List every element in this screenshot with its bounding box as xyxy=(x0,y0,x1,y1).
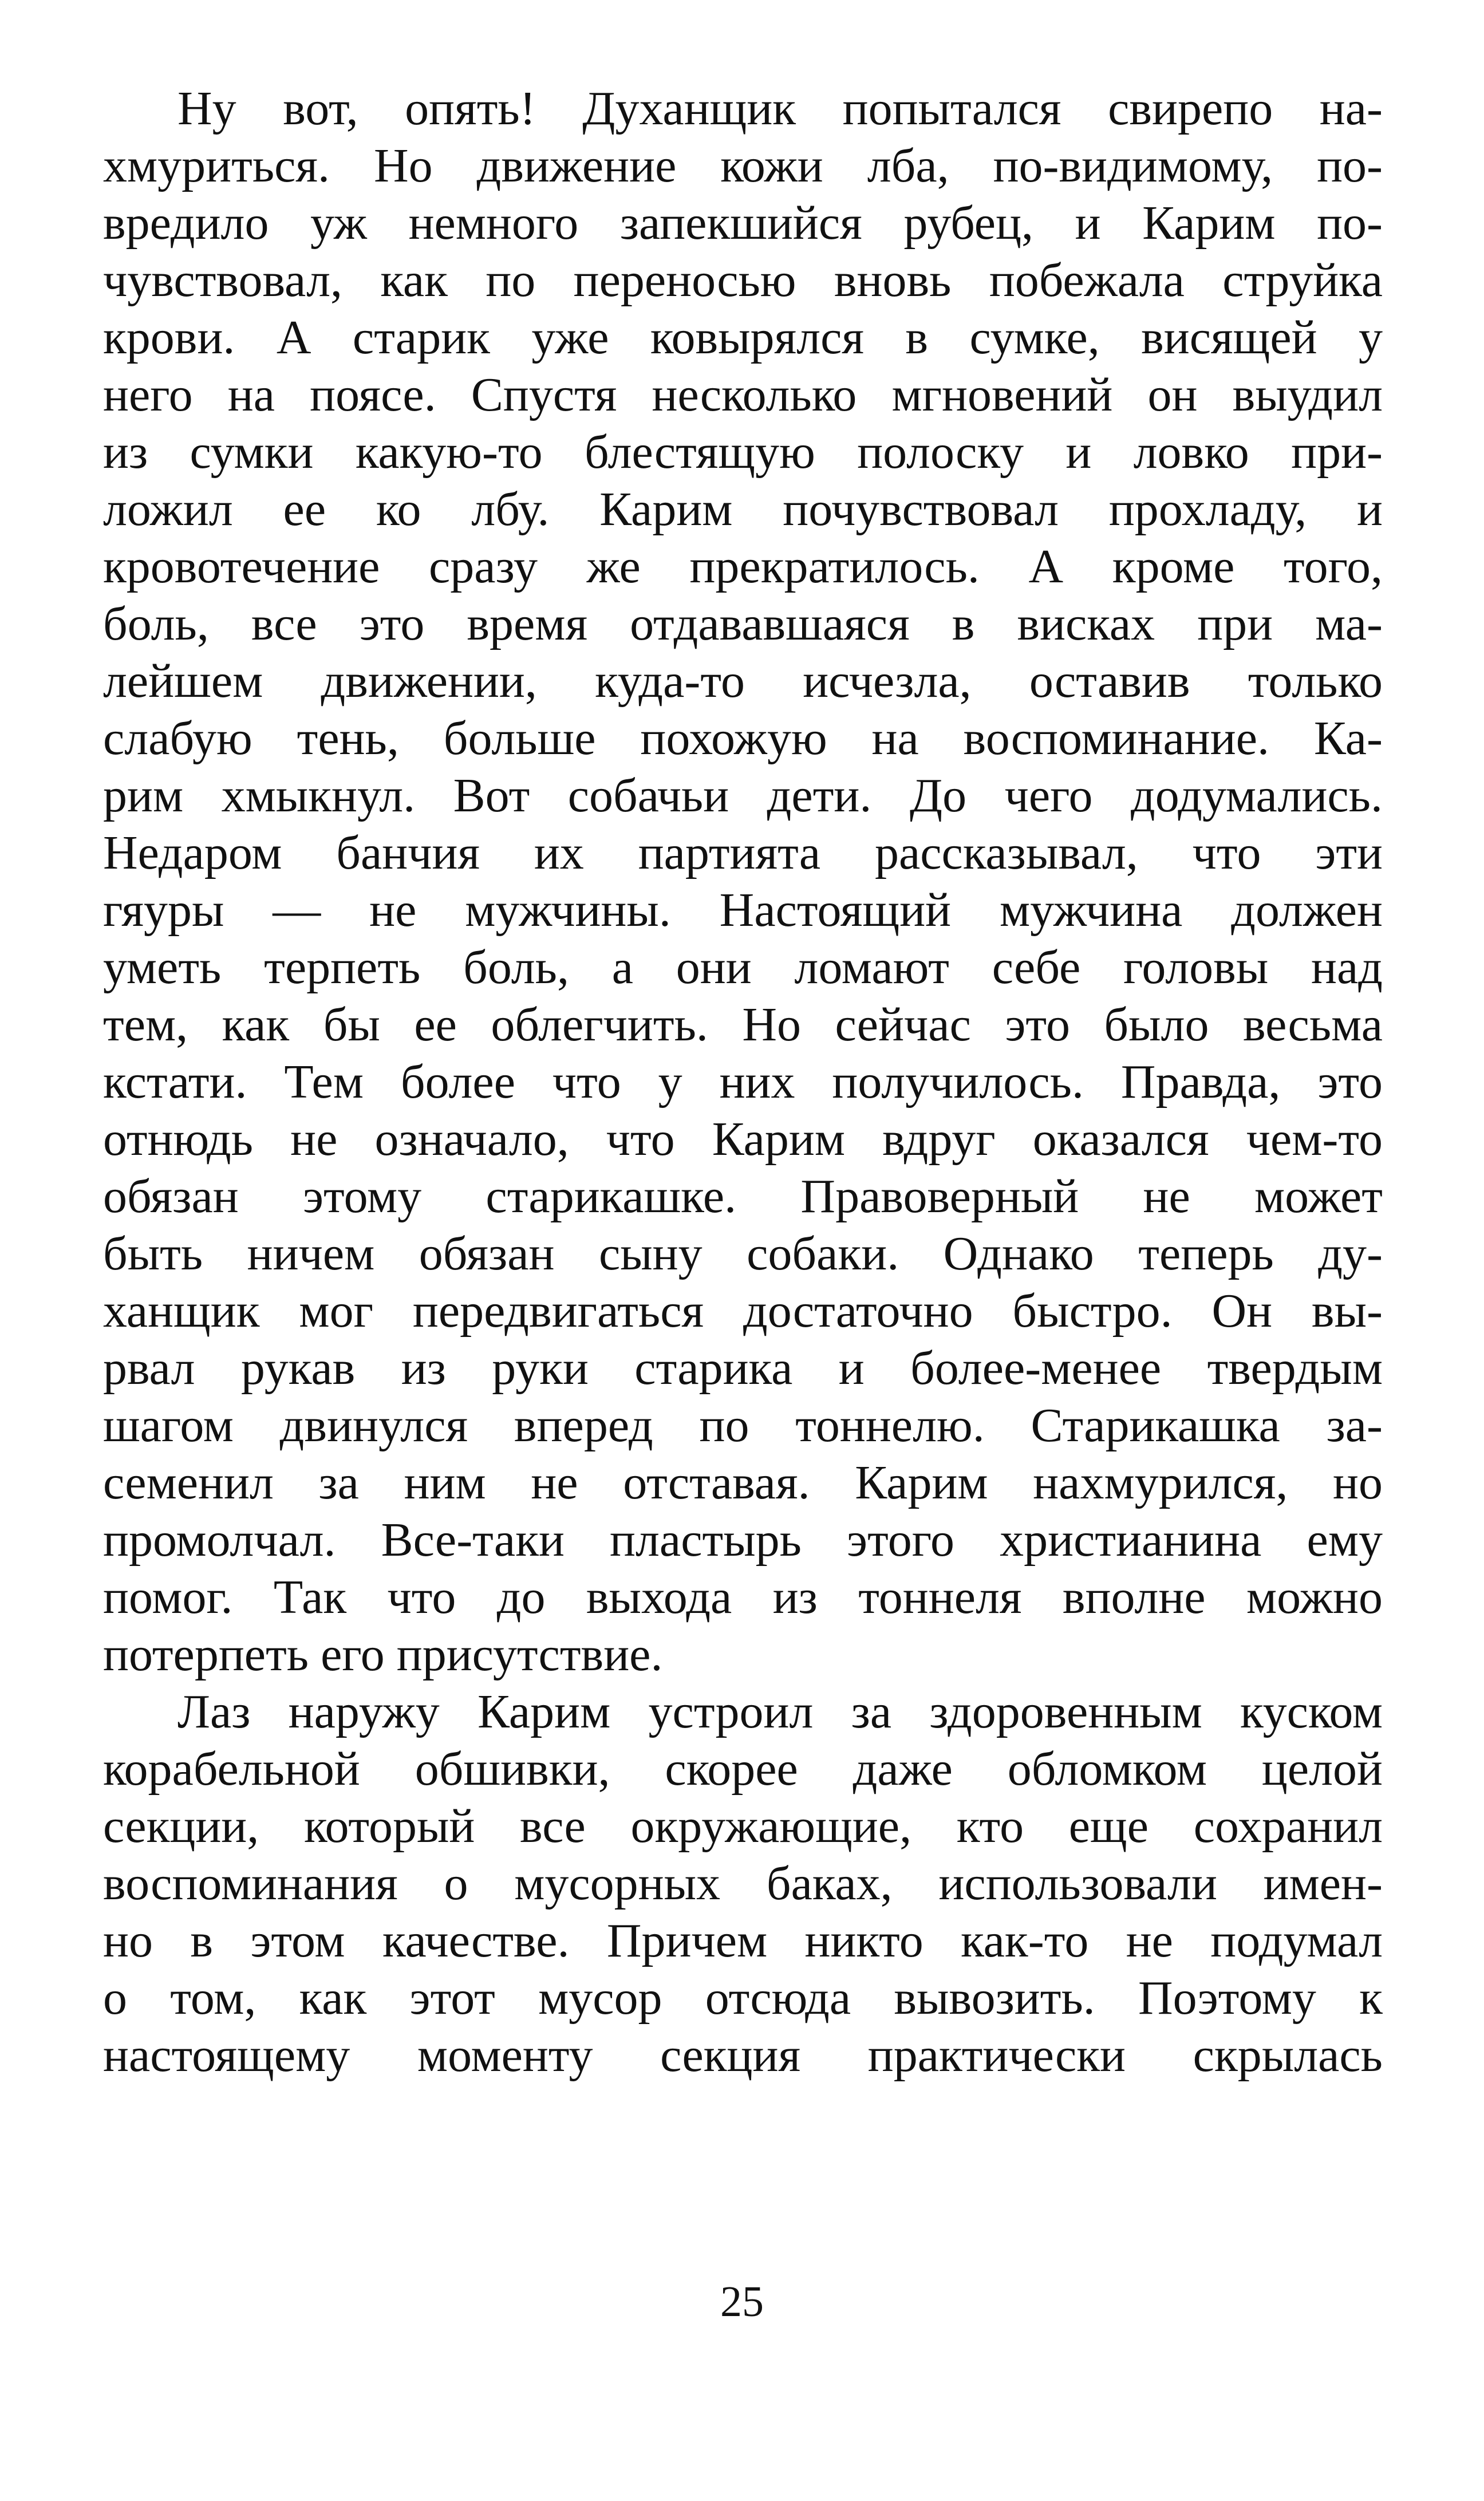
text-line: крови. А старик уже ковырялся в сумке, висящей у xyxy=(103,311,1383,364)
text-line: быть ничем обязан сыну собаки. Однако теперь ду- xyxy=(103,1227,1383,1280)
text-line: семенил за ним не отставая. Карим нахмурился, но xyxy=(103,1456,1383,1509)
text-line: лейшем движении, куда-то исчезла, оставив только xyxy=(103,654,1383,708)
text-line: шагом двинулся вперед по тоннелю. Старикашка за- xyxy=(103,1399,1383,1452)
text-line: гяуры — не мужчины. Настоящий мужчина должен xyxy=(103,883,1383,937)
text-line: рим хмыкнул. Вот собачьи дети. До чего додумались. xyxy=(103,769,1383,822)
text-line: но в этом качестве. Причем никто как-то не подумал xyxy=(103,1914,1383,1967)
body-text xyxy=(103,80,1383,2084)
text-line: уметь терпеть боль, а они ломают себе головы над xyxy=(103,941,1383,994)
text-line: из сумки какую-то блестящую полоску и ловко при- xyxy=(103,425,1383,479)
text-line: рвал рукав из руки старика и более-менее твердым xyxy=(103,1342,1383,1395)
text-line: отнюдь не означало, что Карим вдруг оказался чем-то xyxy=(103,1113,1383,1166)
text-line: промолчал. Все-таки пластырь этого христианина ему xyxy=(103,1513,1383,1567)
text-line: обязан этому старикашке. Правоверный не может xyxy=(103,1170,1383,1223)
text-line: хмуриться. Но движение кожи лба, по-видимому, по- xyxy=(103,139,1383,192)
text-line: потерпеть его присутствие. xyxy=(103,1628,663,1681)
text-line: помог. Так что до выхода из тоннеля вполне можно xyxy=(103,1571,1383,1624)
text-line: вредило уж немного запекшийся рубец, и Карим по- xyxy=(103,196,1383,250)
paragraph-1 xyxy=(103,80,1383,1683)
text-line: секции, который все окружающие, кто еще сохранил xyxy=(103,1800,1383,1853)
text-line: Ну вот, опять! Духанщик попытался свирепо на- xyxy=(177,82,1383,135)
text-line: настоящему моменту секция практически скрылась xyxy=(103,2029,1383,2082)
text-line: ложил ее ко лбу. Карим почувствовал прохладу, и xyxy=(103,483,1383,536)
text-line: слабую тень, больше похожую на воспоминание. Ка- xyxy=(103,712,1383,765)
text-line: корабельной обшивки, скорее даже обломком целой xyxy=(103,1742,1383,1796)
text-line: кстати. Тем более что у них получилось. Правда, это xyxy=(103,1055,1383,1109)
text-line: Лаз наружу Карим устроил за здоровенным куском xyxy=(177,1685,1383,1738)
text-line: него на поясе. Спустя несколько мгновений он выудил xyxy=(103,368,1383,421)
page-number: 25 xyxy=(720,2278,764,2326)
paragraph-2 xyxy=(103,1683,1383,2084)
text-line: чувствовал, как по переносью вновь побежала струйка xyxy=(103,254,1383,307)
text-line: боль, все это время отдававшаяся в висках при ма- xyxy=(103,597,1383,650)
text-line: воспоминания о мусорных баках, использовали имен- xyxy=(103,1857,1383,1910)
text-line: Недаром банчия их партията рассказывал, что эти xyxy=(103,826,1383,879)
text-line: тем, как бы ее облегчить. Но сейчас это было весьма xyxy=(103,998,1383,1051)
text-line: кровотечение сразу же прекратилось. А кроме того, xyxy=(103,540,1383,593)
text-line: о том, как этот мусор отсюда вывозить. Поэтому к xyxy=(103,1971,1383,2025)
text-line: ханщик мог передвигаться достаточно быстро. Он вы- xyxy=(103,1284,1383,1338)
